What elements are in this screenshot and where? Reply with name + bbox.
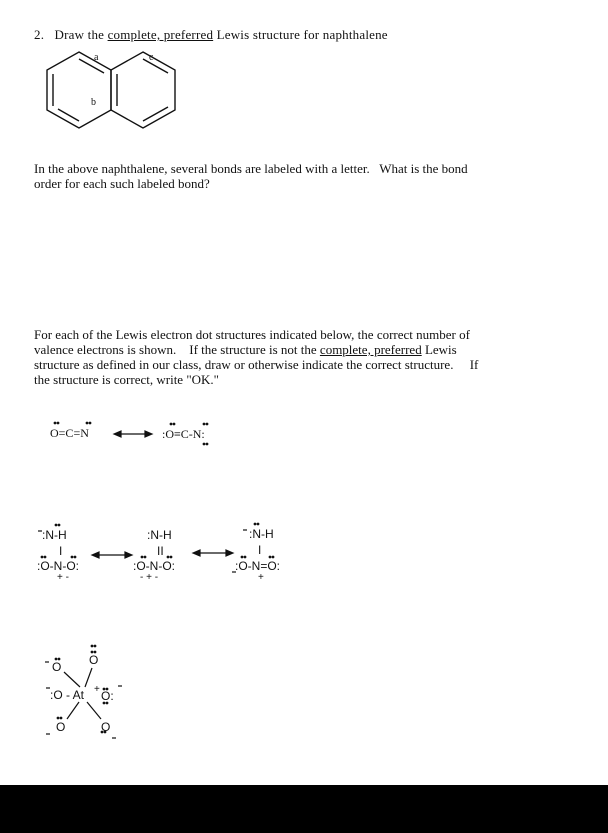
instructions-line2c: Lewis [424,342,457,357]
astatate-oxygen-right: O: [101,689,114,703]
astatate-plus: + [94,684,100,695]
nitro-form2-bond: II [157,544,164,558]
nitro-form2-top: :N-H [147,528,172,542]
question-underlined: complete, preferred [107,27,214,42]
instructions-line3b: If [469,357,479,372]
instructions-line1: For each of the Lewis electron dot structures indicated below, the correct number of [34,327,470,342]
nitro-form3-bond: I [258,543,262,557]
question-number: 2. [34,27,45,42]
nitro-form1-bottom: :O-N-O: [37,559,79,573]
nitro-form1-bond: I [59,544,63,558]
astatate-oxygen-topright: O [89,653,99,667]
nitro-form2-bottom: :O-N-O: [133,559,175,573]
nitro-form3-top: :N-H [249,527,274,541]
astatate-center: :O - At [50,688,85,702]
instructions-line2a: valence electrons is shown. [34,342,177,357]
instructions-line3a: structure as defined in our class, draw or otherwise indicate the correct structure. [34,357,454,372]
bond-order-line1a: In the above naphthalene, several bonds are labeled with a letter. [34,161,370,176]
bond-label-b: b [91,97,97,108]
astatate-oxygen-topleft: O [52,660,62,674]
nitro-form1-top: :N-H [42,528,67,542]
nitro-form1-charges: + - [57,572,69,583]
instructions-line4: the structure is correct, write "OK." [34,372,219,387]
cyanate-right-structure: :O≡C-N: [162,427,205,441]
nitro-form3-bottom: :O-N=O: [235,559,281,573]
instructions-line2b: If the structure is not the [189,342,317,357]
cyanate-left-structure: O=C=N [50,426,89,440]
bond-label-a: a [94,52,99,63]
bond-label-c: c [149,52,154,63]
question-prefix: Draw the [54,27,105,42]
instructions-line2-underlined: complete, preferred [319,342,422,357]
astatate-oxygen-botright: O [101,720,111,734]
scan-bottom-border [0,785,608,833]
nitro-form3-charges: + [258,572,264,583]
bond-order-line2: order for each such labeled bond? [34,176,210,191]
bond-order-line1b: What is the bond [379,161,468,176]
astatate-oxygen-botleft: O [56,720,66,734]
nitro-form2-charges: - + - [140,572,159,583]
question-suffix: Lewis structure for naphthalene [216,27,388,42]
